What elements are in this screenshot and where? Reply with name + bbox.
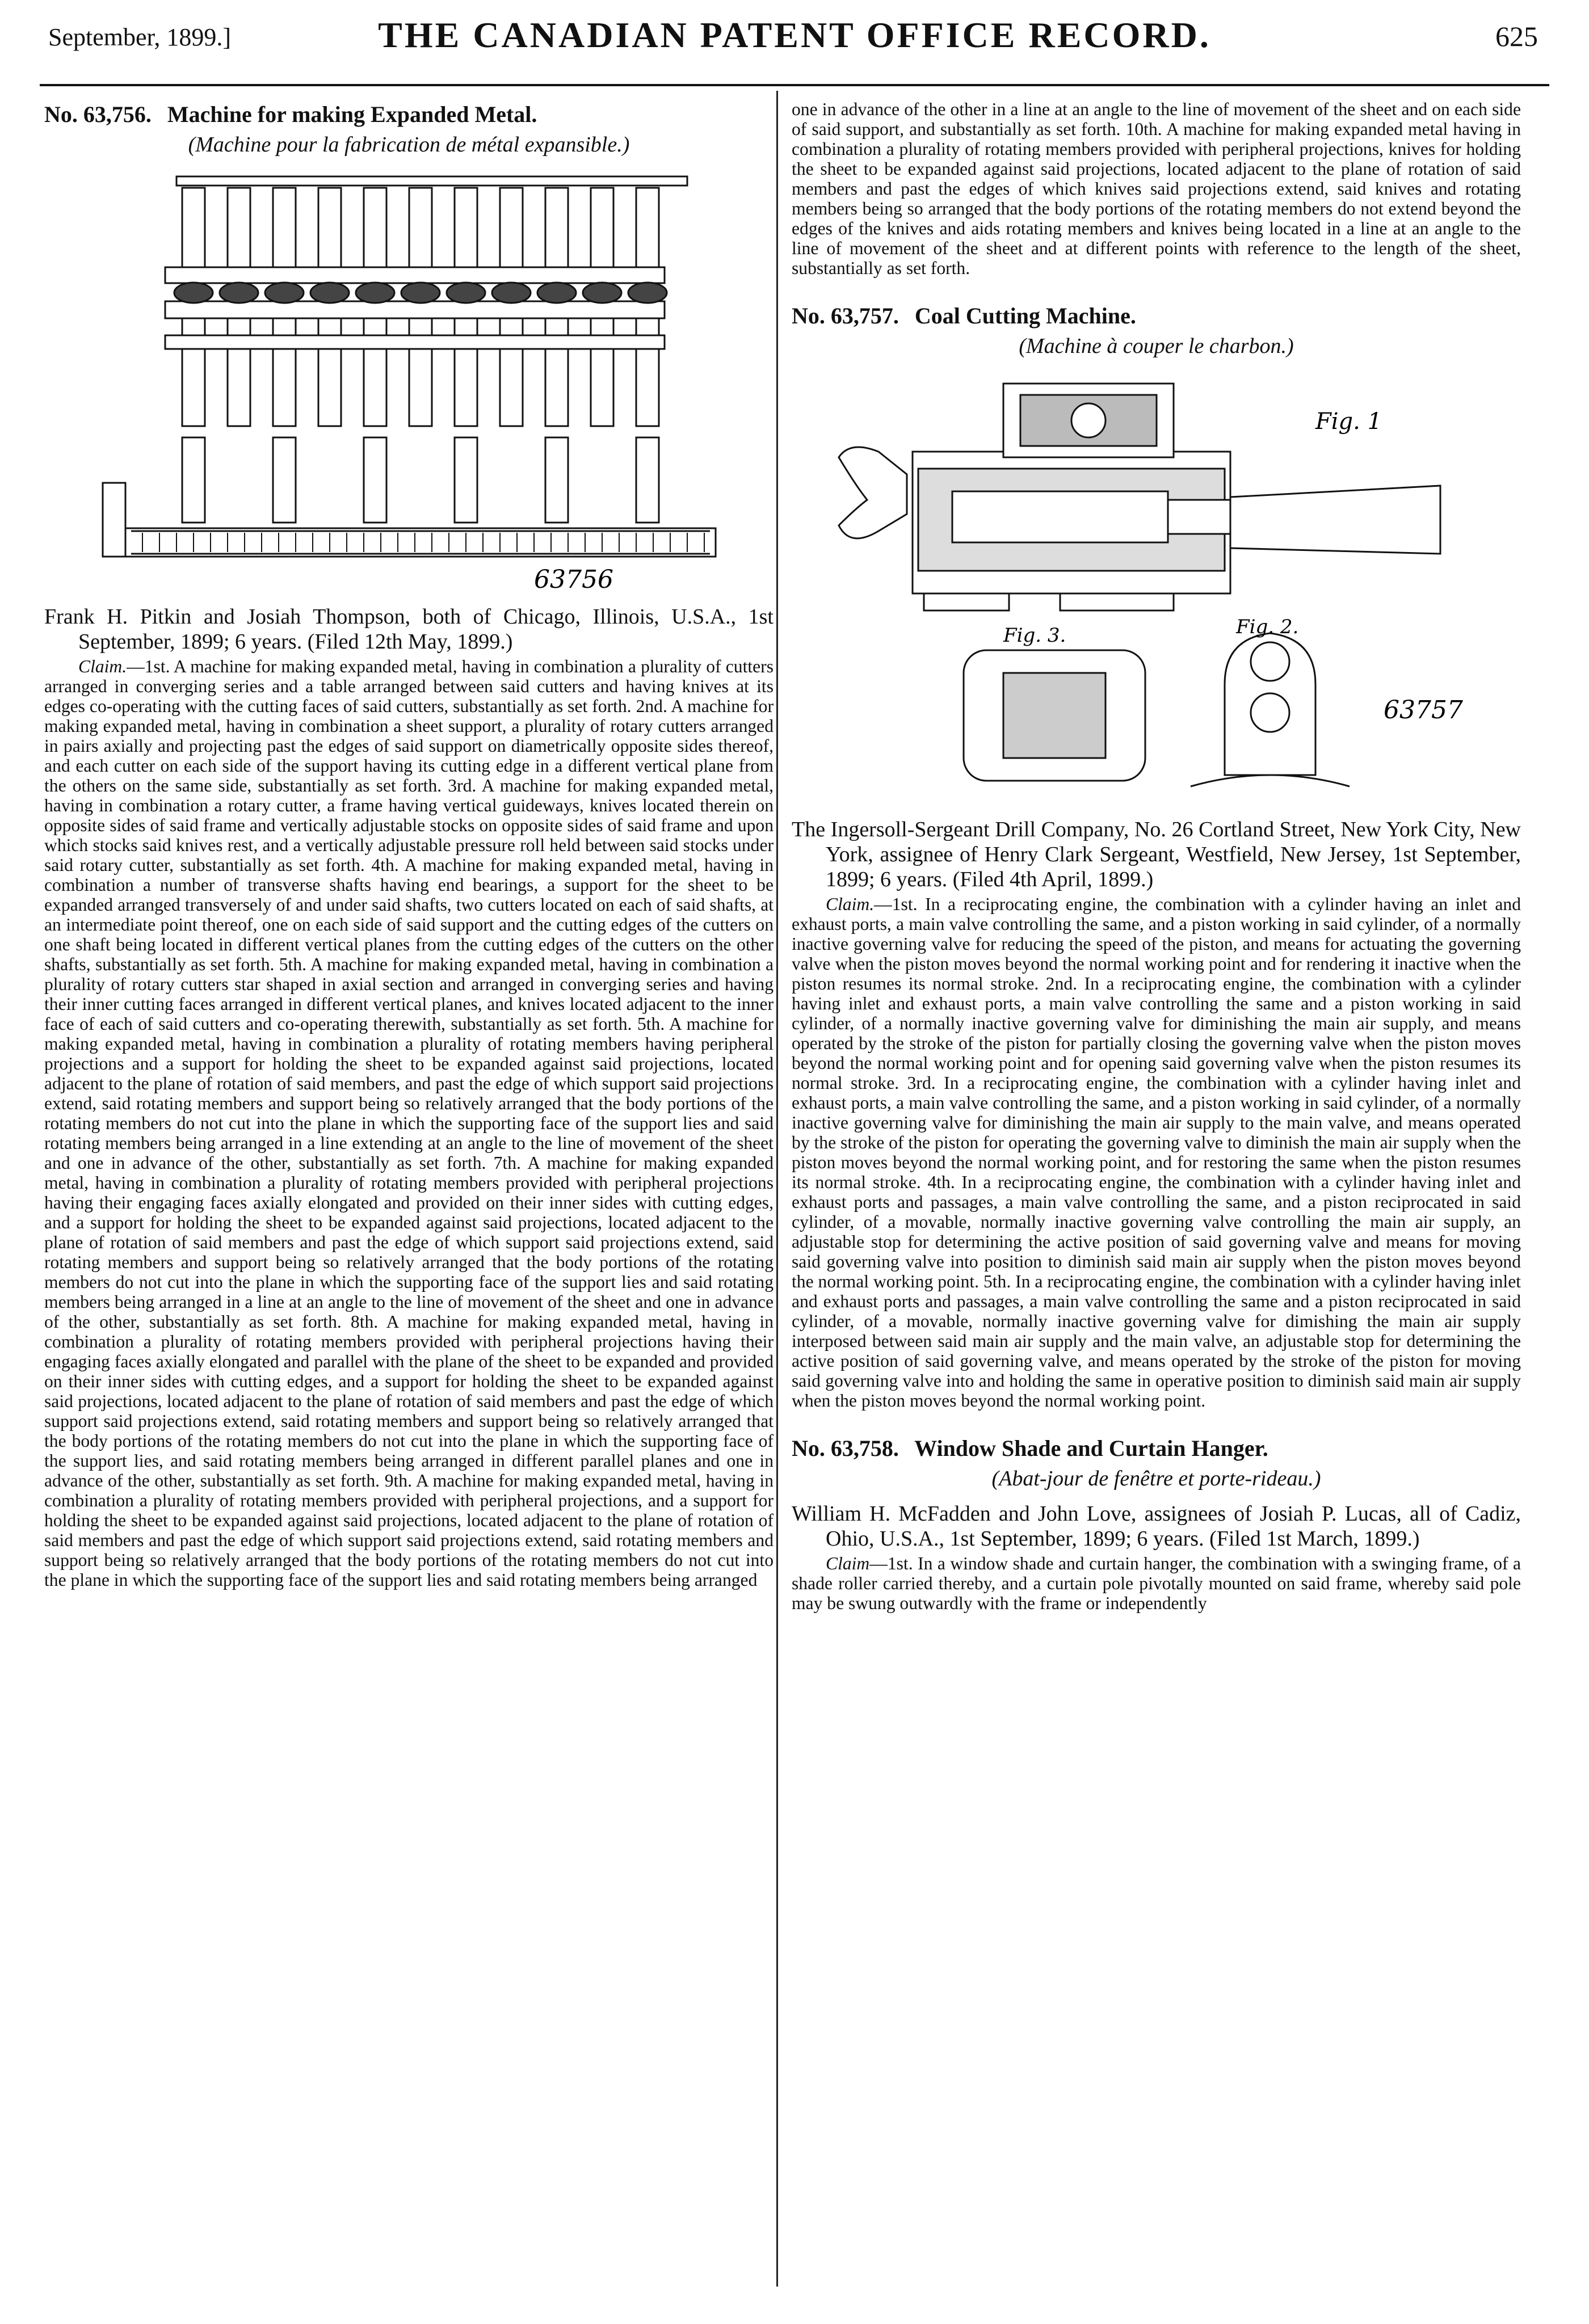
patent-french-title: (Machine à couper le charbon.): [1019, 334, 1294, 358]
drawing-label: 63757: [1383, 696, 1463, 725]
page-number: 625: [1495, 20, 1538, 52]
patent-heading-63758: [792, 1433, 1521, 1464]
patent-title: Machine for making Expanded Metal.: [167, 102, 537, 127]
patent-number: No. 63,757.: [792, 303, 899, 329]
left-column: [44, 99, 774, 1590]
claims-text: —1st. In a reciprocating engine, the combination with a cylinder having an inlet and exhaust ports, a main valve controlling the same, and a piston working in said cylinder, of a normally inactive governing valve for reducing the speed of the piston, and means for actuating the governing valve when the piston moves beyond the normal working point and for rendering it inactive when the piston resumes its normal stroke. 2nd. In a reciprocating engine, the combination with a cylinder having inlet and exhaust ports, a main valve controlling the same and a piston working in said cylinder, of a normally inactive governing valve for diminishing the main air supply, and means operated by the stroke of the piston for partially closing the governing valve when the piston moves beyond the normal working point and for opening said governing valve when the piston resumes its normal stroke. 3rd. In a reciprocating engine, the combination with a cylinder having inlet and exhaust ports, a main valve controlling the same, and a piston working in said cylinder, of a normally inactive governing valve for diminishing the main air supply to the main valve, and means operated by the stroke of the piston for operating the governing valve to diminish the main air supply when the piston moves beyond the normal working point, and for restoring the same when the piston resumes its normal stroke. 4th. In a reciprocating engine, the combination with a cylinder having inlet and exhaust ports and passages, a main valve controlling the same, and a piston reciprocated in said cylinder, of a movable, normally inactive governing valve controlling the main air supply, an adjustable stop for determining the active position of said governing valve and means for moving said governing valve into position to diminish said main air supply when the piston moves beyond the normal working point. 5th. In a reciprocating engine, the combination with a cylinder having inlet and exhaust ports and passages, a main valve controlling the same and a piston reciprocated in said cylinder, of a movable, normally inactive governing valve for dimishing the main air supply interposed between said main air supply and the main valve, an adjustable stop for determining the active position of said governing valve, and means operated by the stroke of the piston for moving said governing valve into and holding the same in operative position to diminish said main air supply when the piston moves beyond the normal working point.: [792, 894, 1521, 1411]
fig2-label: Fig. 2.: [1235, 616, 1298, 638]
coal-cutting-machine-drawing: [816, 367, 1497, 809]
patent-heading-63756: [44, 99, 774, 130]
fig1-label: Fig. 1: [1315, 409, 1382, 435]
patent-french-title: (Abat-jour de fenêtre et porte-rideau.): [991, 1467, 1321, 1491]
publication-title: THE CANADIAN PATENT OFFICE RECORD.: [378, 15, 1211, 55]
expanded-metal-machine-drawing: [69, 165, 750, 596]
claims-text: —1st. A machine for making expanded metal, having in combination a plurality of cutters arranged in converging series and a table arranged between said cutters and having knives at its edges co-operating with the cutting faces of said cutters, substantially as set forth. 2nd. A machine for making expanded metal, having in combination a sheet support, a plurality of rotary cutters arranged in pairs axially and projecting past the edges of said support on diametrically opposite sides thereof, and each cutter on each side of the support having its cutting edge in a different vertical plane from the others on the same side, substantially as set forth. 3rd. A machine for making expanded metal, having in combination a rotary cutter, a frame having vertical guideways, knives located therein on opposite sides of said frame and vertically adjustable stocks on opposite sides of said frame and upon which stocks said knives rest, and a vertically adjustable pressure roll held between said stocks under said rotary cutter, substantially as set forth. 4th. A machine for making expanded metal, having in combination a number of transverse shafts having end bearings, a support for the sheet to be expanded arranged transversely of and under said shafts, two cutters located on each of said shafts, at an intermediate point thereof, one on each side of said support and the cutting edges of the cutters on one shaft being located in different vertical planes from the cutting edges of the cutters on the other shafts, substantially as set forth. 5th. A machine for making expanded metal, having in combination a plurality of rotary cutters star shaped in axial section and arranged in converging series and having their inner cutting faces arranged in different vertical planes, and knives located adjacent to the inner face of each of said cutters and co-operating therewith, substantially as set forth. 5th. A machine for making expanded metal, having in combination a plurality of rotating members having peripheral projections and a support for holding the sheet to be expanded against said projections, located adjacent to the plane of rotation of said members, and past the edge of which support said projections extend, said rotating members and support being so relatively arranged that the body portions of the rotating members do not cut into the plane in which the supporting face of the support lies and said rotating members being arranged in a line extending at an angle to the line of movement of the sheet and one in advance of the other, substantially as set forth. 7th. A machine for making expanded metal, having in combination a plurality of rotating members provided with peripheral projections having their engaging faces axially elongated and provided on their inner sides with cutting edges, and a support for holding the sheet to be expanded against said projections, located adjacent to the plane of rotation of said members and past the edge of which support said projections extend, said rotating members and support being so relatively arranged that the body portions of the rotating members do not cut into the plane in which the supporting face of the support lies and said rotating members being arranged in a line at an angle to the line of movement of the sheet and one in advance of the other, substantially as set forth. 8th. A machine for making expanded metal, having in combination a plurality of rotating members provided with peripheral projections having their engaging faces axially elongated and parallel with the plane of the sheet to be expanded and provided on their inner sides with cutting edges, and a support for holding the sheet to be expanded against said projections, located adjacent to the plane of rotation of said members and past the edge of which support said projections extend, said rotating members and support being so relatively arranged that the body portions of the rotating members do not cut into the plane in which the supporting face of the support lies, and said rotating members being arranged in different parallel planes and one in advance of the other, substantially as set forth. 9th. A machine for making expanded metal, having in combination a plurality of rotating members provided with peripheral projections, and a support for holding the sheet to be expanded against said projections, located adjacent to the plane of rotation of said members and past the edge of which support said projections extend, said rotating members and support being so relatively arranged that the body portions of the rotating members do not cut into the plane in which the supporting face of the support lies and said rotating members being arranged: [44, 656, 774, 1590]
fig3-label: Fig. 3.: [1003, 624, 1066, 647]
patent-claims: [44, 656, 774, 1590]
issue-date: September, 1899.]: [48, 23, 232, 51]
patent-claims: [792, 1553, 1521, 1613]
right-column: [792, 99, 1521, 1613]
patent-number: No. 63,758.: [792, 1435, 899, 1461]
patent-title: Coal Cutting Machine.: [914, 303, 1136, 329]
header-rule: [40, 84, 1549, 86]
page-header: [34, 0, 1555, 96]
section-gap: [792, 278, 1521, 301]
claims-text: —1st. In a window shade and curtain hanger, the combination with a swinging frame, of a shade roller carried thereby, and a curtain pole pivotally mounted on said frame, whereby said pole may be swung outwardly with the frame or independently: [792, 1553, 1521, 1613]
column-divider: [776, 91, 778, 2287]
patent-inventors: Frank H. Pitkin and Josiah Thompson, both of Chicago, Illinois, U.S.A., 1st September, 1899; 6 years. (Filed 12th May, 1899.): [44, 605, 774, 654]
patent-claims: [792, 894, 1521, 1411]
patent-french-title: (Machine pour la fabrication de métal expansible.): [188, 133, 630, 157]
patent-inventors: William H. McFadden and John Love, assignees of Josiah P. Lucas, all of Cadiz, Ohio, U.S.A., 1st September, 1899; 6 years. (Filed 1st March, 1899.): [792, 1502, 1521, 1551]
claim-label: Claim: [826, 1553, 870, 1573]
claim-label: Claim.: [78, 656, 127, 676]
patent-inventors: The Ingersoll-Sergeant Drill Company, No. 26 Cortland Street, New York City, New York, assignee of Henry Clark Sergeant, Westfield, New Jersey, 1st September, 1899; 6 years. (Filed 4th April, 1899.): [792, 818, 1521, 891]
section-gap: [792, 1411, 1521, 1433]
drawing-label: 63756: [533, 565, 613, 594]
patent-title: Window Shade and Curtain Hanger.: [914, 1435, 1268, 1461]
patent-number: No. 63,756.: [44, 102, 152, 127]
patent-claims-continued: one in advance of the other in a line at an angle to the line of movement of the sheet and on each side of said support, and substantially as set forth. 10th. A machine for making expanded metal having in combination a plurality of rotating members provided with peripheral projections, knives for holding the sheet to be expanded against said projections, located adjacent to the plane of rotation of said members and past the edges of which knives said projections extend, said knives and rotating members being so arranged that the body portions of the rotating members do not extend beyond the edges of the knives and aids rotating members and knives being located in a line at an angle to the line of movement of the sheet and at different points with reference to the length of the sheet, substantially as set forth.: [792, 99, 1521, 278]
claim-label: Claim.: [826, 894, 875, 914]
patent-heading-63757: [792, 301, 1521, 331]
